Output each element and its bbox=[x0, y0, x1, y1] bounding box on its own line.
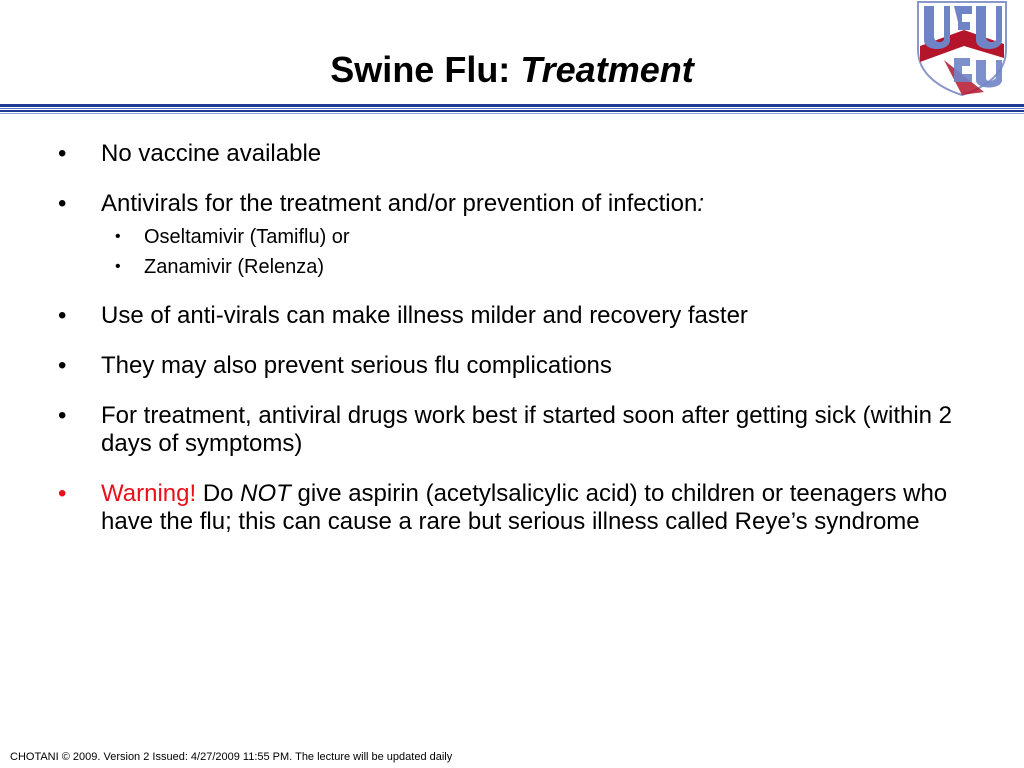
bullet-list bbox=[58, 140, 968, 558]
bullet-item bbox=[58, 352, 968, 380]
warning-bullet bbox=[58, 480, 968, 536]
title-italic: Treatment bbox=[520, 49, 694, 90]
bullet-dot: • bbox=[58, 352, 67, 379]
bullet-text: Antivirals for the treatment and/or prevention of infection bbox=[101, 190, 698, 217]
bullet-text: Use of anti-virals can make illness milder and recovery faster bbox=[101, 302, 748, 329]
bullet-item bbox=[58, 140, 968, 168]
header-rule bbox=[0, 113, 1024, 114]
slide-footer: CHOTANI © 2009. Version 2 Issued: 4/27/2009 11:55 PM. The lecture will be updated daily bbox=[10, 751, 453, 763]
usu-shield-logo bbox=[914, 0, 1010, 96]
bullet-dot: • bbox=[58, 140, 67, 167]
bullet-item bbox=[58, 190, 968, 282]
slide-title bbox=[0, 46, 1024, 94]
sub-bullet-item bbox=[115, 252, 968, 282]
warning-not: NOT bbox=[240, 480, 291, 507]
bullet-dot: • bbox=[58, 402, 67, 429]
warning-label: Warning! bbox=[101, 480, 197, 507]
bullet-item bbox=[58, 302, 968, 330]
header-rule bbox=[0, 108, 1024, 109]
bullet-dot: • bbox=[58, 190, 67, 217]
bullet-colon: : bbox=[697, 190, 704, 217]
sub-bullet-text: Zanamivir (Relenza) bbox=[144, 256, 325, 278]
header-rule bbox=[0, 110, 1024, 112]
bullet-text: No vaccine available bbox=[101, 140, 322, 167]
bullet-text: They may also prevent serious flu complications bbox=[101, 352, 612, 379]
sub-bullet-text: Oseltamivir (Tamiflu) or bbox=[144, 226, 350, 248]
sub-bullet-dot: • bbox=[115, 228, 121, 245]
warning-text: give aspirin (acetylsalicylic acid) to children or teenagers who have the flu; this can cause a rare but serious illness called Reye’s syndrome bbox=[101, 480, 948, 535]
title-plain: Swine Flu: bbox=[330, 49, 521, 90]
bullet-dot: • bbox=[58, 302, 67, 329]
bullet-dot: • bbox=[58, 480, 67, 507]
warning-do: Do bbox=[196, 480, 241, 507]
header-rule bbox=[0, 104, 1024, 107]
bullet-item bbox=[58, 402, 968, 458]
sub-bullet-list bbox=[101, 222, 968, 282]
bullet-text: For treatment, antiviral drugs work best if started soon after getting sick (within 2 days of symptoms) bbox=[101, 402, 953, 457]
sub-bullet-dot: • bbox=[115, 258, 121, 275]
sub-bullet-item bbox=[115, 222, 968, 252]
